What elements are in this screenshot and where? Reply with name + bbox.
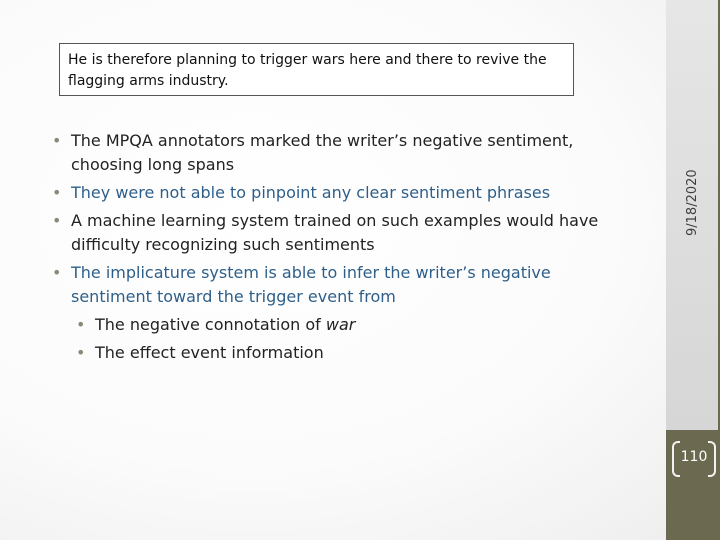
example-sentence: He is therefore planning to trigger wars here and there to revive the flagging arms industry.	[68, 52, 547, 89]
bullet-item	[52, 181, 612, 205]
sub-bullet-text: The effect event information	[95, 343, 324, 362]
sub-bullet-item	[76, 341, 612, 365]
slide-date: 9/18/2020	[685, 169, 700, 236]
emphasis-word: war	[325, 315, 356, 334]
page-number-badge	[672, 441, 716, 477]
example-sentence-box	[59, 43, 574, 96]
bullet-text: The implicature system is able to infer the writer’s negative sentiment toward the trigger event from	[71, 263, 551, 306]
bullet-item	[52, 261, 612, 309]
bullet-dot-icon: •	[52, 263, 62, 282]
bullet-item	[52, 129, 612, 177]
bullet-list	[52, 129, 612, 369]
bullet-text: The MPQA annotators marked the writer’s negative sentiment, choosing long spans	[71, 131, 574, 174]
bullet-text: A machine learning system trained on such examples would have difficulty recognizing such sentiments	[71, 211, 599, 254]
page-number: 110	[680, 449, 708, 465]
bullet-dot-icon: •	[76, 315, 86, 334]
bullet-dot-icon: •	[52, 131, 62, 150]
bullet-dot-icon: •	[52, 183, 62, 202]
bullet-dot-icon: •	[52, 211, 62, 230]
sub-bullet-item	[76, 313, 612, 337]
bullet-dot-icon: •	[76, 343, 86, 362]
sub-bullet-text: The negative connotation of	[95, 315, 326, 334]
bullet-text: They were not able to pinpoint any clear sentiment phrases	[71, 183, 551, 202]
bullet-item	[52, 209, 612, 257]
